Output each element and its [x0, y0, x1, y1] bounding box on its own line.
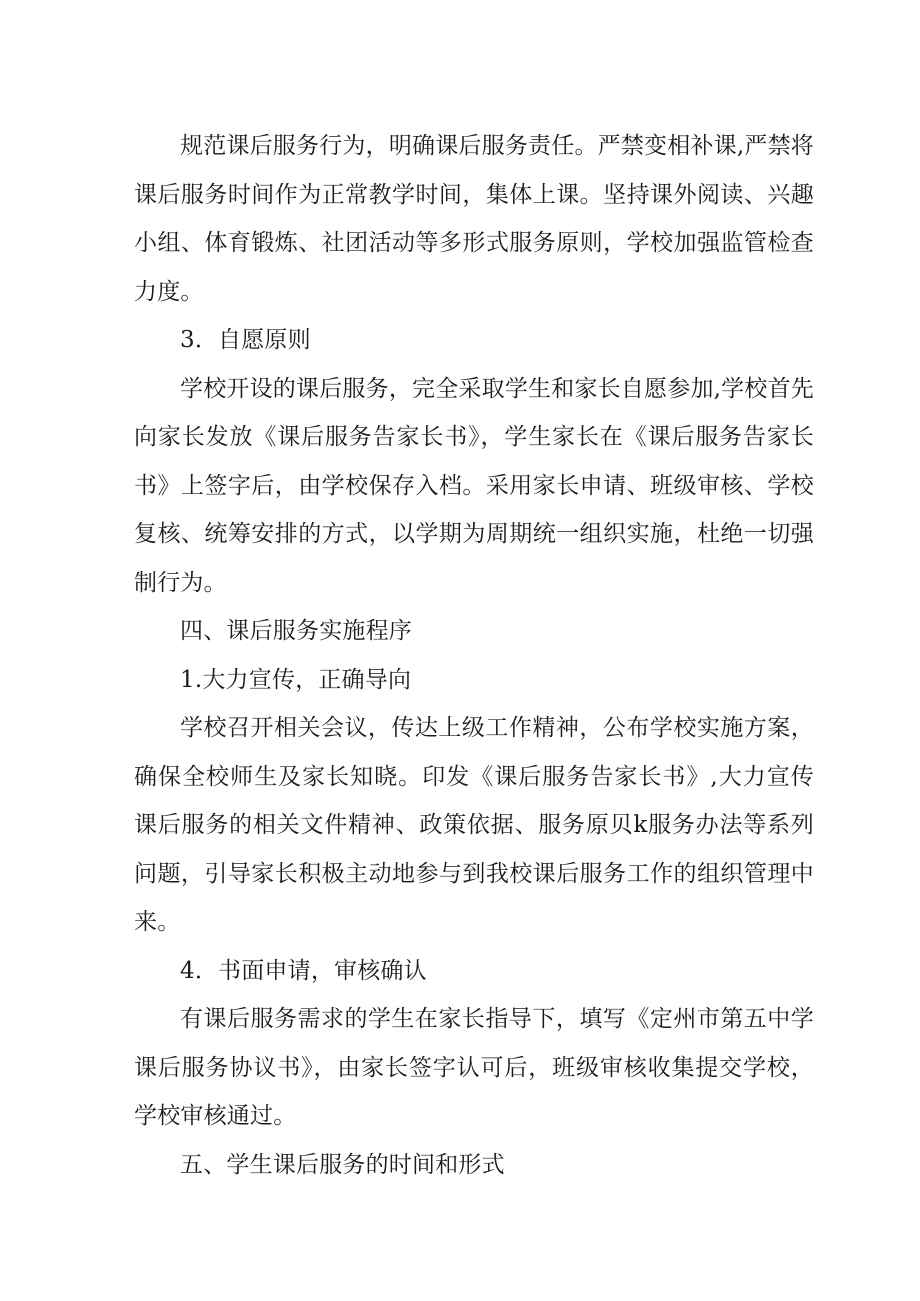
heading-publicity-guidance: 1.大力宣传，正确导向 [180, 666, 412, 693]
heading-voluntary-principle: 3．自愿原则 [180, 327, 311, 353]
paragraph-publicity-details: 学校召开相关会议，传达上级工作精神，公布学校实施方案，确保全校师生及家长知晓。印发《课后服务告家长书》,大力宣传课后服务的相关文件精神、政策依据、服务原贝k服务办法等系列问题，引导家长积极主动地参与到我校课后服务工作的组织管理中来。 [134, 715, 814, 935]
heading-implementation-procedure: 四、课后服务实施程序 [180, 618, 412, 644]
paragraph-voluntary-details: 学校开设的课后服务，完全采取学生和家长自愿参加,学校首先向家长发放《课后服务告家长书》，学生家长在《课后服务告家长书》上签字后，由学校保存入档。采用家长申请、班级审核、学校复核、统筹安排的方式，以学期为周期统一组织实施，杜绝一切强制行为。 [134, 375, 814, 596]
heading-time-and-form: 五、学生课后服务的时间和形式 [180, 1151, 505, 1178]
document-body [134, 122, 814, 1189]
paragraph-application-details: 有课后服务需求的学生在家长指导下，填写《定州市第五中学课后服务协议书》，由家长签字认可后，班级审核收集提交学校，学校审核通过。 [134, 1006, 814, 1129]
paragraph-service-conduct: 规范课后服务行为，明确课后服务责任。严禁变相补课,严禁将课后服务时间作为正常教学时间，集体上课。坚持课外阅读、兴趣小组、体育锻炼、社团活动等多形式服务原则，学校加强监管检查力度。 [134, 133, 814, 305]
heading-written-application: 4．书面申请，审核确认 [180, 957, 427, 984]
